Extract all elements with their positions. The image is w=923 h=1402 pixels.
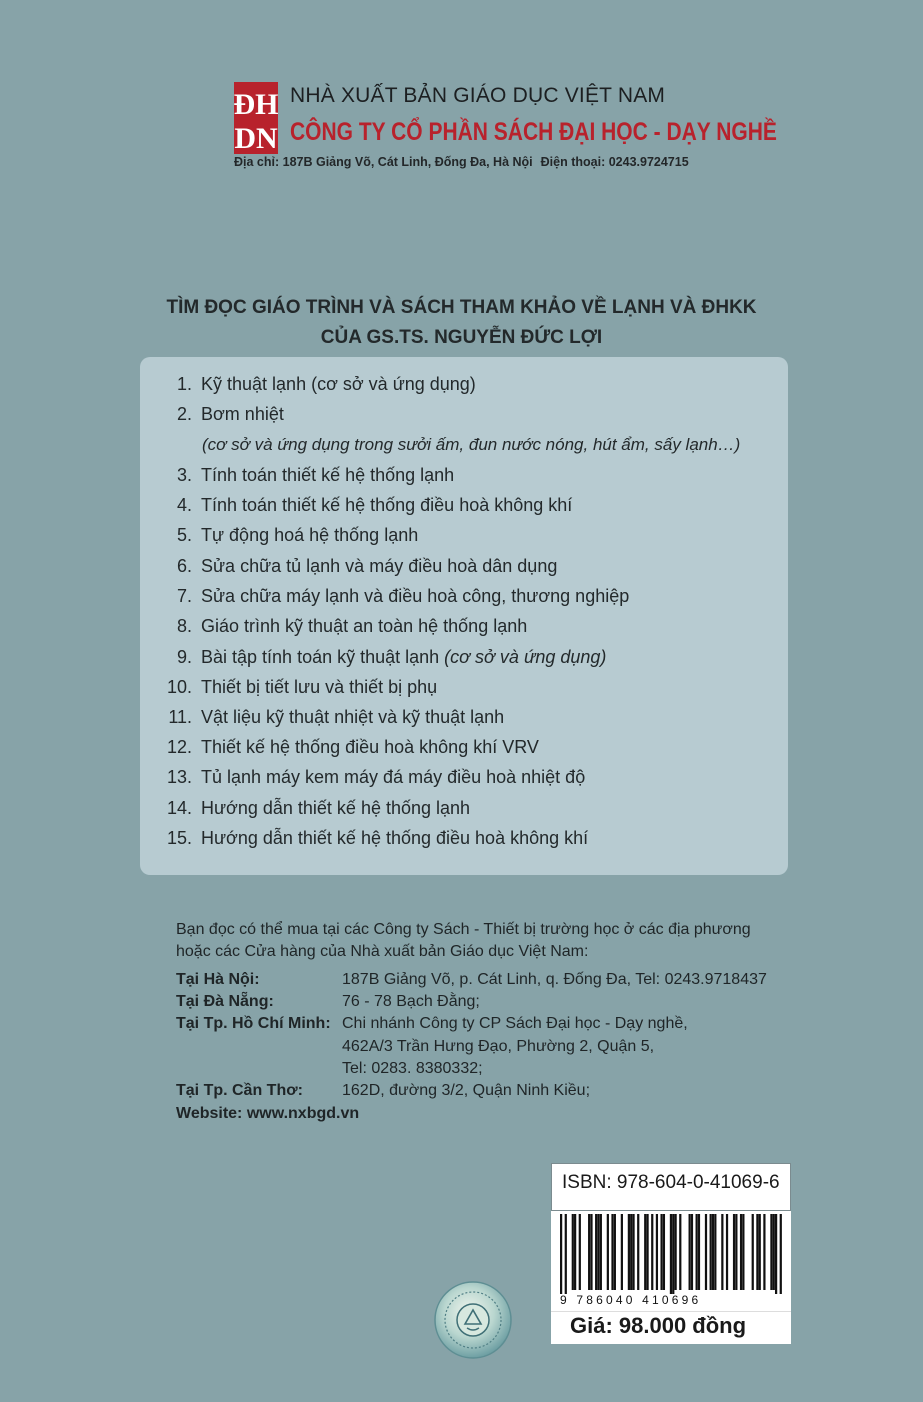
price-label: Giá: 98.000 đồng	[570, 1313, 747, 1338]
book-list-panel: 1. Kỹ thuật lạnh (cơ sở và ứng dụng) 2. Bơm nhiệt (cơ sở và ứng dụng trong sưởi ấm, đun nước nóng, hút ẩm, sấy lạnh…) 3. Tính toán thiết kế hệ thống lạnh 4. Tính toán thiết kế hệ thống điều hoà không khí 5. Tự động hoá hệ thống lạnh 6. Sửa chữa tủ lạnh và máy điều hoà dân dụng 7. Sửa chữa máy lạnh và điều hoà công, thương nghiệp 8. Giáo trình kỹ thuật an toàn hệ thống lạnh 9. Bài tập tính toán kỹ thuật lạnh (cơ sở và ứng dụng) 10. Thiết bị tiết lưu và thiết bị phụ 11. Vật liệu kỹ thuật nhiệt và kỹ thuật lạnh 12. Thiết kế hệ thống điều hoà không khí VRV 13. Tủ lạnh máy kem máy đá máy điều hoà nhiệt độ 14. Hướng dẫn thiết kế hệ thống lạnh 15. Hướng dẫn thiết kế hệ thống điều hoà không khí	[140, 357, 788, 875]
barcode-digits: 9 786040 410696	[560, 1293, 702, 1307]
publisher-address: Địa chỉ: 187B Giảng Võ, Cát Linh, Đống Đa, Hà Nội	[234, 155, 533, 169]
publisher-phone: Điện thoại: 0243.9724715	[540, 155, 689, 169]
barcode-icon	[560, 1214, 782, 1294]
publisher-name: NHÀ XUẤT BẢN GIÁO DỤC VIỆT NAM	[290, 84, 666, 107]
book-2-subtitle: (cơ sở và ứng dụng trong sưởi ấm, đun nước nóng, hút ẩm, sấy lạnh…)	[202, 435, 741, 454]
store-cantho: Tại Tp. Cần Thơ: 162D, đường 3/2, Quận Ninh Kiều;	[176, 1082, 591, 1099]
publisher-company: CÔNG TY CỔ PHẦN SÁCH ĐẠI HỌC - DẠY NGHỀ	[290, 118, 777, 146]
store-hcm: Tại Tp. Hồ Chí Minh: Chi nhánh Công ty CP Sách Đại học - Dạy nghề,	[176, 1015, 688, 1032]
hologram-seal-icon	[433, 1280, 513, 1360]
heading-line-2: CỦA GS.TS. NGUYỄN ĐỨC LỢI	[320, 327, 603, 348]
logo-text-top: ĐH	[234, 88, 278, 121]
store-danang: Tại Đà Nẵng: 76 - 78 Bạch Đằng;	[176, 993, 480, 1010]
publisher-contact	[234, 155, 689, 169]
isbn-label: ISBN: 978-604-0-41069-6	[562, 1172, 780, 1193]
store-hanoi: Tại Hà Nội: 187B Giảng Võ, p. Cát Linh, q. Đống Đa, Tel: 0243.9718437	[176, 971, 767, 988]
purchase-intro-1: Bạn đọc có thể mua tại các Công ty Sách - Thiết bị trường học ở các địa phương	[176, 921, 751, 938]
publisher-logo	[234, 82, 278, 154]
logo-text-bottom: DN	[234, 122, 278, 154]
heading-line-1: TÌM ĐỌC GIÁO TRÌNH VÀ SÁCH THAM KHẢO VỀ LẠNH VÀ ĐHKK	[166, 297, 757, 318]
purchase-intro-2: hoặc các Cửa hàng của Nhà xuất bản Giáo dục Việt Nam:	[176, 943, 589, 960]
website-link: Website: www.nxbgd.vn	[176, 1105, 360, 1122]
